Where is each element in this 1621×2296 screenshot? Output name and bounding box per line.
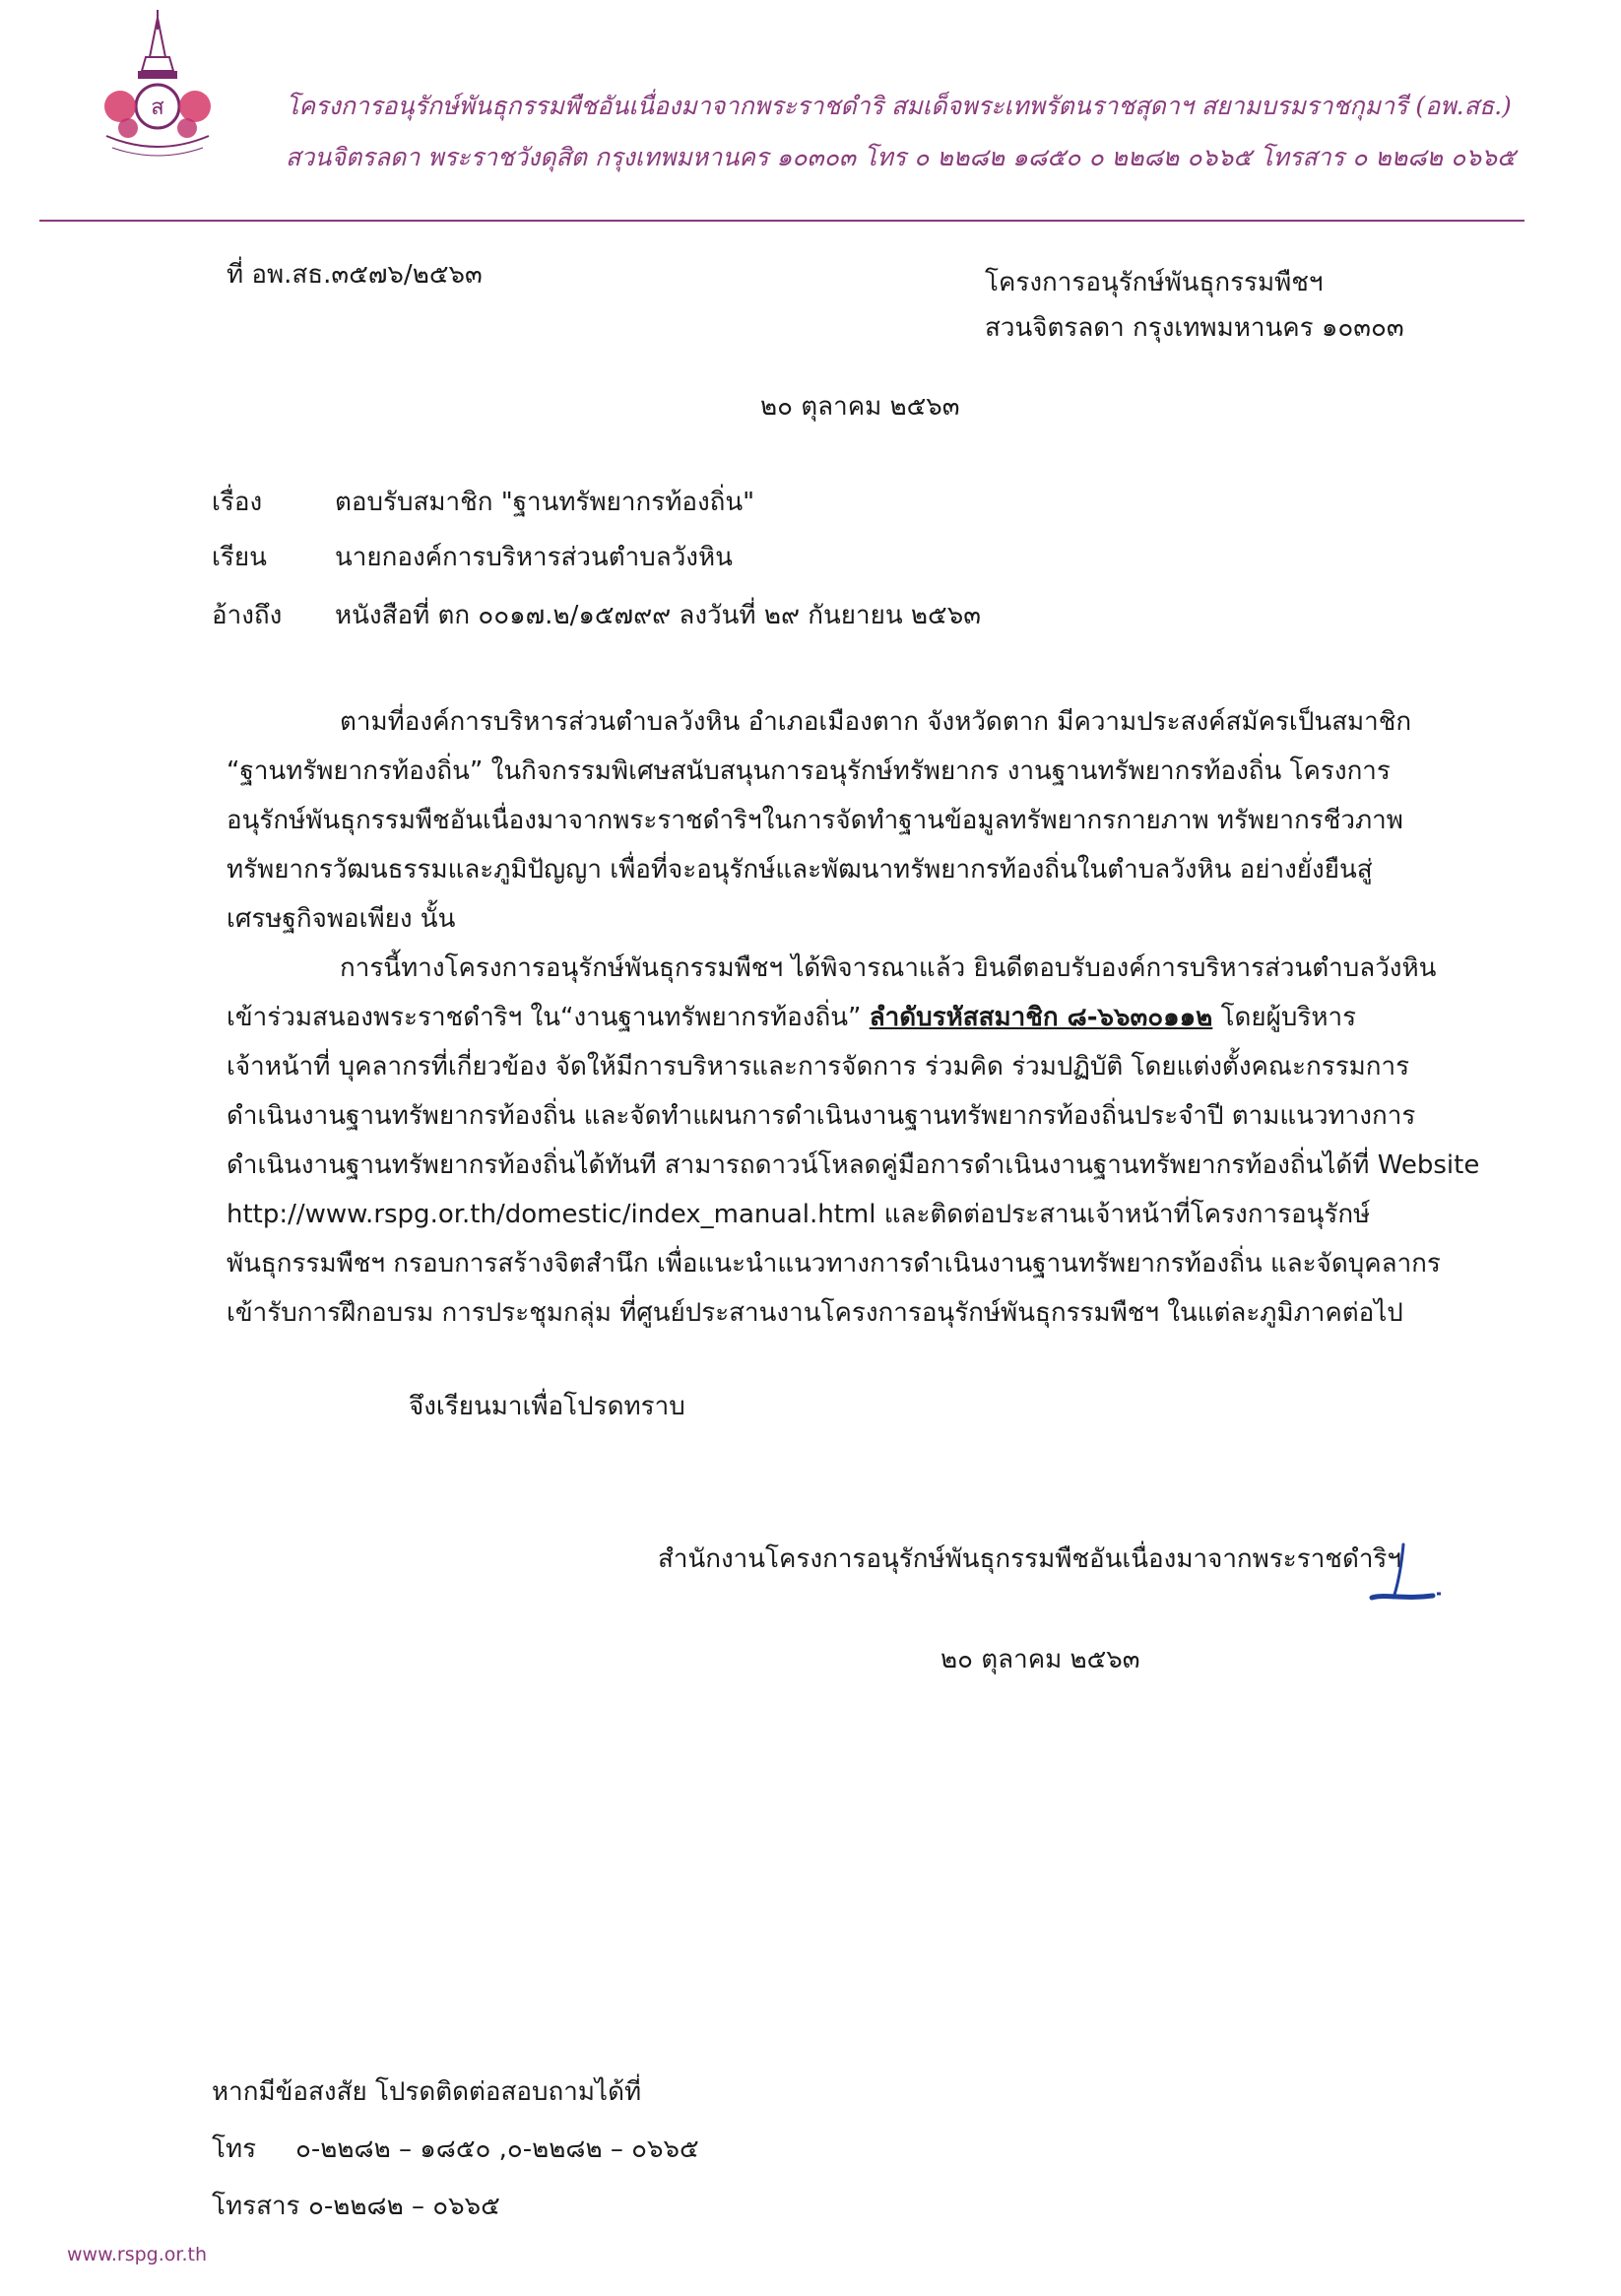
- body-line-member-code: [227, 993, 1497, 1042]
- phone-numbers: ๐-๒๒๘๒ – ๑๘๕๐ ,๐-๒๒๘๒ – ๐๖๖๕: [295, 2134, 699, 2164]
- recipient-row: [212, 541, 733, 574]
- letter-date: ๒๐ ตุลาคม ๒๕๖๓: [760, 392, 960, 422]
- subject-label: เรื่อง: [212, 488, 263, 517]
- closing-text: จึงเรียนมาเพื่อโปรดทราบ: [409, 1392, 685, 1421]
- body-line: ดำเนินงานฐานทรัพยากรท้องถิ่นได้ทันที สามารถดาวน์โหลดคู่มือการดำเนินงานฐานทรัพยากรท้องถิ่นได้ที่ Website: [227, 1150, 1480, 1180]
- office-name: สำนักงานโครงการอนุรักษ์พันธุกรรมพืชอันเนื่องมาจากพระราชดำริฯ: [658, 1544, 1401, 1574]
- reference-label: อ้างถึง: [212, 601, 283, 630]
- fax-number: ๐-๒๒๘๒ – ๐๖๖๕: [308, 2192, 500, 2221]
- signature: [1364, 1537, 1443, 1615]
- letterhead-address: สวนจิตรลดา พระราชวังดุสิต กรุงเทพมหานคร ๑๐๓๐๓ โทร ๐ ๒๒๘๒ ๑๘๕๐ ๐ ๒๒๘๒ ๐๖๖๕ โทรสาร ๐ ๒๒๘๒ ๐๖๖๕: [286, 143, 1516, 171]
- body-line: ทรัพยากรวัฒนธรรมและภูมิปัญญา เพื่อที่จะอนุรักษ์และพัฒนาทรัพยากรท้องถิ่นในตำบลวังหิน อย่างยั่งยืนสู่: [227, 855, 1373, 885]
- member-code: ลำดับรหัสสมาชิก ๘-๖๖๓๐๑๑๒: [869, 1003, 1213, 1032]
- body-line: เข้ารับการฝึกอบรม การประชุมกลุ่ม ที่ศูนย์ประสานงานโครงการอนุรักษ์พันธุกรรมพืชฯ ในแต่ละภูมิภาคต่อไป: [227, 1298, 1403, 1328]
- body-line: เจ้าหน้าที่ บุคลากรที่เกี่ยวข้อง จัดให้มีการบริหารและการจัดการ ร่วมคิด ร่วมปฏิบัติ โดยแต่งตั้งคณะกรรมการ: [227, 1052, 1410, 1082]
- reference-row: [212, 599, 981, 632]
- body-line: พันธุกรรมพืชฯ กรอบการสร้างจิตสำนึก เพื่อแนะนำแนวทางการดำเนินงานฐานทรัพยากรท้องถิ่น และจัดบุคลากร: [227, 1249, 1441, 1279]
- contact-block: [212, 2064, 699, 2235]
- subject-row: [212, 486, 754, 519]
- body-line: เศรษฐกิจพอเพียง นั้น: [227, 904, 456, 934]
- letterhead-divider: [39, 220, 1524, 222]
- rspg-seal-logo: [98, 10, 217, 158]
- body-line: ตามที่องค์การบริหารส่วนตำบลวังหิน อำเภอเมืองตาก จังหวัดตาก มีความประสงค์สมัครเป็นสมาชิก: [340, 707, 1412, 737]
- body-line: การนี้ทางโครงการอนุรักษ์พันธุกรรมพืชฯ ได้พิจารณาแล้ว ยินดีตอบรับองค์การบริหารส่วนตำบลวังหิน: [340, 953, 1437, 983]
- recipient-text: นายกองค์การบริหารส่วนตำบลวังหิน: [335, 543, 733, 572]
- body-text: เข้าร่วมสนองพระราชดำริฯ ใน“งานฐานทรัพยากรท้องถิ่น”: [227, 1003, 870, 1032]
- body-line: “ฐานทรัพยากรท้องถิ่น” ในกิจกรรมพิเศษสนับสนุนการอนุรักษ์ทรัพยากร งานฐานทรัพยากรท้องถิ่น โครงการ: [227, 756, 1391, 786]
- letter-body: [227, 697, 1497, 1338]
- contact-intro: หากมีข้อสงสัย โปรดติดต่อสอบถามได้ที่: [212, 2077, 642, 2107]
- body-line: อนุรักษ์พันธุกรรมพืชอันเนื่องมาจากพระราชดำริฯในการจัดทำฐานข้อมูลทรัพยากรกายภาพ ทรัพยากรชีวภาพ: [227, 806, 1403, 835]
- sender-address: สวนจิตรลดา กรุงเทพมหานคร ๑๐๓๐๓: [985, 313, 1404, 343]
- subject-text: ตอบรับสมาชิก "ฐานทรัพยากรท้องถิ่น": [335, 488, 755, 517]
- manual-link-line: http://www.rspg.or.th/domestic/index_manual.html และติดต่อประสานเจ้าหน้าที่โครงการอนุรักษ์: [227, 1200, 1371, 1229]
- recipient-label: เรียน: [212, 543, 267, 572]
- fax-label: โทรสาร: [212, 2192, 300, 2221]
- contact-fax-row: [212, 2178, 699, 2235]
- sender-name: โครงการอนุรักษ์พันธุกรรมพืชฯ: [985, 268, 1324, 297]
- footer-url: www.rspg.or.th: [67, 2244, 208, 2265]
- body-line: ดำเนินงานฐานทรัพยากรท้องถิ่น และจัดทำแผนการดำเนินงานฐานทรัพยากรท้องถิ่นประจำปี ตามแนวทางการ: [227, 1101, 1416, 1131]
- phone-label: โทร: [212, 2134, 257, 2164]
- svg-text:ส: ส: [151, 96, 164, 120]
- sender-block: [985, 266, 1404, 357]
- letterhead-title: โครงการอนุรักษ์พันธุกรรมพืชอันเนื่องมาจากพระราชดำริ สมเด็จพระเทพรัตนราชสุดาฯ สยามบรมราชกุมารี (อพ.สธ.): [286, 92, 1512, 120]
- body-text: โดยผู้บริหาร: [1212, 1003, 1357, 1032]
- contact-phone-row: [212, 2121, 699, 2178]
- document-number: ที่ อพ.สธ.๓๕๗๖/๒๕๖๓: [227, 260, 483, 290]
- reference-text: หนังสือที่ ตก ๐๐๑๗.๒/๑๕๗๙๙ ลงวันที่ ๒๙ กันยายน ๒๕๖๓: [335, 601, 981, 630]
- signature-date: ๒๐ ตุลาคม ๒๕๖๓: [940, 1645, 1140, 1674]
